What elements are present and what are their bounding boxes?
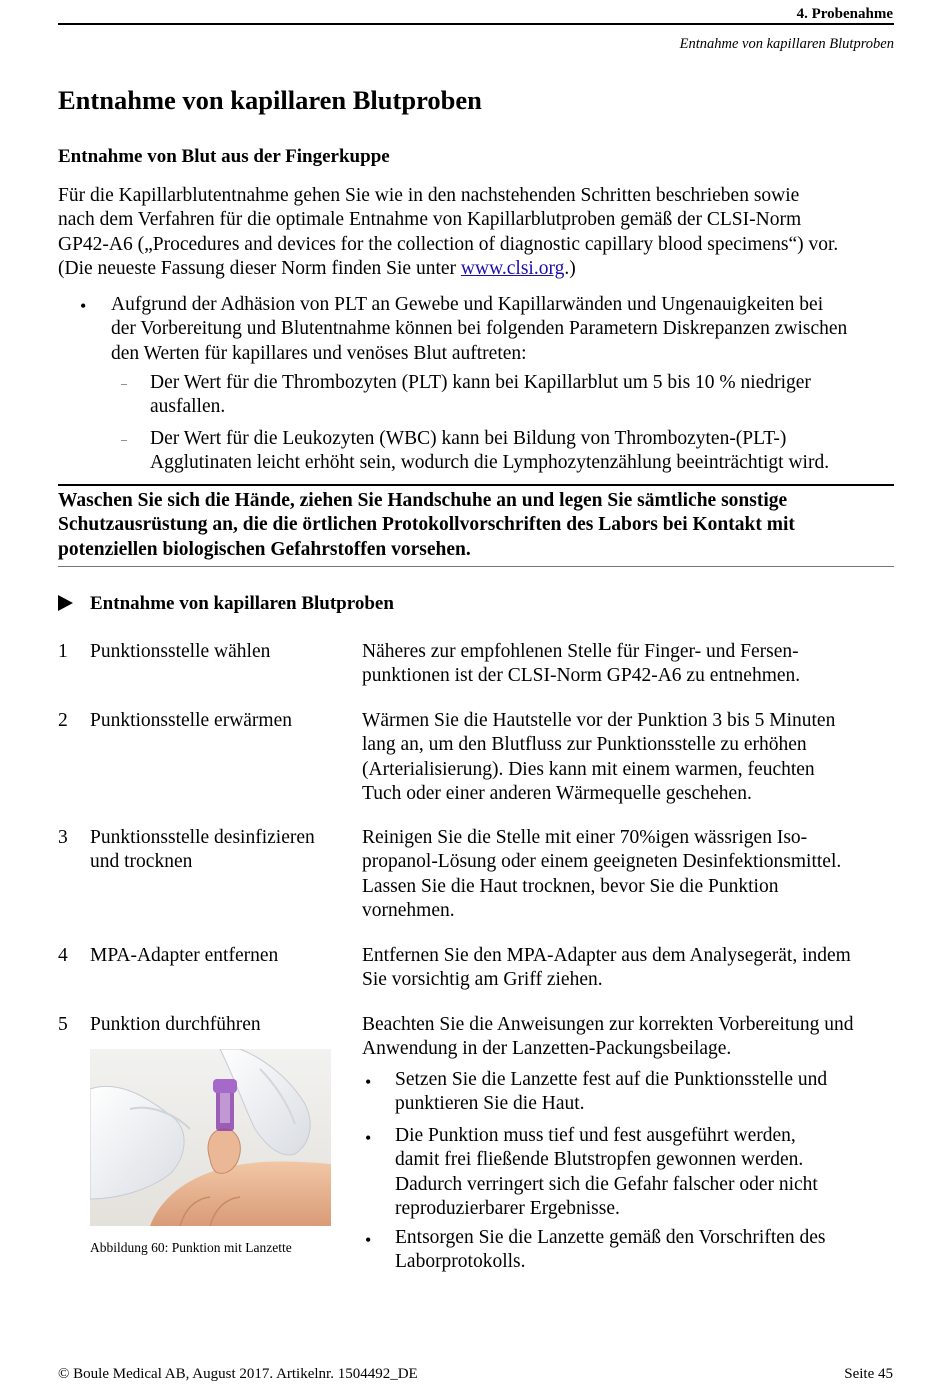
sub-bullet-item [150,427,910,476]
dash-marker: – [121,432,127,446]
sub-bullet-line: Agglutinaten leicht erhöht sein, wodurch die Lymphozytenzählung beeinträchtigt wird. [150,452,830,474]
sub-bullet-line: Der Wert für die Thrombozyten (PLT) kann bei Kapillarblut um 5 bis 10 % niedriger [150,372,811,393]
procedure-heading [58,592,394,616]
intro-line: GP42-A6 („Procedures and devices for the collection of diagnostic capillary blood specimens“) vor. [58,233,839,255]
step-bullet: Die Punktion muss tief und fest ausgeführt werden, damit frei fließende Blutstropfen gewonnen werden. Dadurch verringert sich die Gefahr falscher oder nicht reproduzierbarer Ergebnisse. [395,1125,818,1219]
bullet-line: den Werten für kapillares und venöses Blut auftreten: [111,342,527,364]
step-title: MPA-Adapter entfernen [90,945,279,966]
step-bullet: Setzen Sie die Lanzette fest auf die Punktionsstelle und punktieren Sie die Haut. [395,1069,828,1115]
warning-line: Waschen Sie sich die Hände, ziehen Sie Handschuhe an und legen Sie sämtliche sonstige [58,490,788,511]
bullet-dot: • [365,1230,372,1250]
section-header: Entnahme von kapillaren Blutproben [679,36,894,52]
bullet-dot: • [80,296,87,316]
warning-text [58,489,903,562]
step-number: 1 [58,641,68,662]
step-number: 4 [58,945,68,966]
sub-bullet-line: ausfallen. [150,396,226,418]
intro-line: Für die Kapillarblutentnahme gehen Sie wie in den nachstehenden Schritten beschrieben sowie [58,185,800,206]
step-description: Reinigen Sie die Stelle mit einer 70%igen wässrigen Iso- propanol-Lösung oder einem geeigneten Desinfektionsmittel. Lassen Sie die Haut trocknen, bevor Sie die Punktion vornehmen. [362,827,842,921]
warning-line: Schutzausrüstung an, die die örtlichen Protokollvorschriften des Labors bei Kontakt mit [58,514,795,536]
step-description: Näheres zur empfohlenen Stelle für Finger- und Fersen- punktionen ist der CLSI-Norm GP42-A6 zu entnehmen. [362,641,801,687]
intro-line: nach dem Verfahren für die optimale Entnahme von Kapillarblutproben gemäß der CLSI-Norm [58,209,802,231]
chapter-header: 4. Probenahme [796,6,893,22]
bullet-dot: • [365,1128,372,1148]
warning-bottom-rule [58,566,894,567]
intro-line: (Die neueste Fassung dieser Norm finden Sie unter www.clsi.org.) [58,257,576,279]
step-description: Beachten Sie die Anweisungen zur korrekten Vorbereitung und Anwendung in der Lanzetten-Packungsbeilage. [362,1014,854,1060]
step-bullet: Entsorgen Sie die Lanzette gemäß den Vorschriften des Laborprotokolls. [395,1227,826,1273]
clsi-link[interactable]: www.clsi.org [460,257,565,279]
bullet-line: Aufgrund der Adhäsion von PLT an Gewebe und Kapillarwänden und Ungenauigkeiten bei [111,294,824,315]
lancet-puncture-photo [90,1049,331,1226]
warning-line: potenziellen biologischen Gefahrstoffen vorsehen. [58,538,471,560]
page-number: Seite 45 [844,1366,893,1382]
bullet-line: der Vorbereitung und Blutentnahme können bei folgenden Parametern Diskrepanzen zwischen [111,318,848,340]
lancet-puncture-illustration [90,1049,331,1226]
sub-bullet-item [150,371,910,420]
bullet-dot: • [365,1072,372,1092]
page-title: Entnahme von kapillaren Blutproben [58,85,482,115]
step-title: Punktionsstelle desinfizieren und trocknen [90,827,315,873]
figure-caption: Abbildung 60: Punktion mit Lanzette [90,1240,292,1255]
step-title: Punktionsstelle wählen [90,641,271,662]
warning-top-rule [58,484,894,486]
sub-bullet-line: Der Wert für die Leukozyten (WBC) kann bei Bildung von Thrombozyten-(PLT-) [150,428,787,449]
step-title: Punktionsstelle erwärmen [90,710,292,731]
dash-marker: – [121,376,127,390]
step-title: Punktion durchführen [90,1014,261,1035]
footer-copyright: © Boule Medical AB, August 2017. Artikelnr. 1504492_DE [58,1366,418,1382]
subsection-title: Entnahme von Blut aus der Fingerkuppe [58,146,390,167]
step-description: Entfernen Sie den MPA-Adapter aus dem Analysegerät, indem Sie vorsichtig am Griff ziehen. [362,945,851,991]
play-triangle-icon [58,595,73,611]
intro-paragraph [58,184,903,281]
bullet-item [111,293,911,366]
header-rule [58,23,894,25]
step-description: Wärmen Sie die Hautstelle vor der Punktion 3 bis 5 Minuten lang an, um den Blutfluss zur Punktionsstelle zu erhöhen (Arterialisierung). Dies kann mit einem warmen, feuchten Tuch oder einer anderen Wärmequelle geschehen. [362,710,836,804]
procedure-heading-text: Entnahme von kapillaren Blutproben [90,593,394,614]
step-number: 5 [58,1014,68,1035]
step-number: 3 [58,827,68,848]
step-number: 2 [58,710,68,731]
